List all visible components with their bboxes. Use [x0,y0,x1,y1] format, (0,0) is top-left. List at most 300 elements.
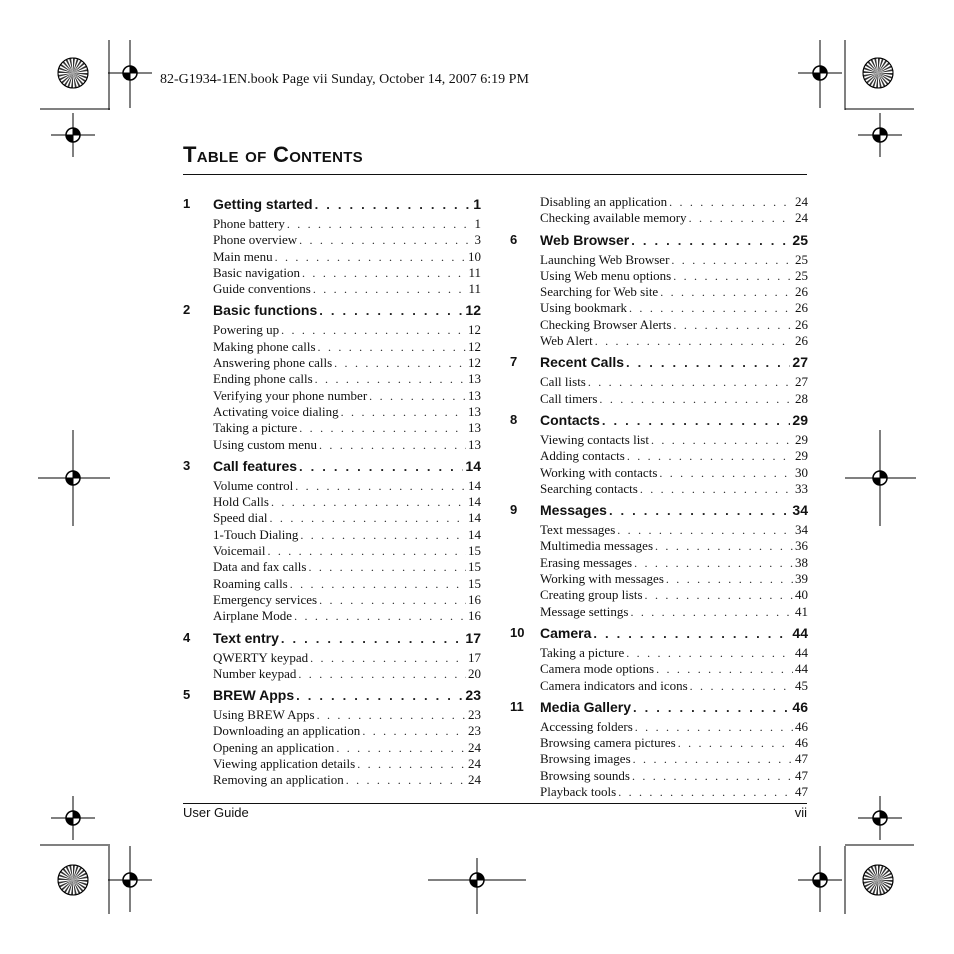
dot-leader [270,511,466,526]
toc-entry[interactable] [183,322,481,338]
toc-entry[interactable] [183,756,481,772]
page-number: 14 [468,526,481,542]
entry-label: Roaming calls [213,575,288,591]
dot-leader [626,646,793,661]
entry-label: Creating group lists [540,587,643,603]
registration-target [813,73,820,80]
dot-leader [635,720,793,735]
page-number: 12 [465,302,481,319]
entry-label: Accessing folders [540,718,633,734]
toc-chapter [183,687,481,788]
toc-entry[interactable] [183,543,481,559]
chapter-number: 9 [510,502,518,518]
toc-entry[interactable] [183,592,481,608]
registration-target [123,880,130,887]
toc-entry[interactable] [510,522,808,538]
dot-leader [640,482,793,497]
dot-leader [673,269,793,284]
chapter-number: 1 [183,196,191,211]
chapter-number: 4 [183,629,191,645]
page-number: 24 [468,739,481,755]
dot-leader [362,724,466,739]
entry-label: Working with contacts [540,464,658,480]
registration-target [130,66,137,73]
page-number: 15 [468,559,481,575]
page-number: 34 [792,502,808,519]
dot-leader [671,253,793,268]
chapter-number: 11 [510,698,524,714]
toc-entry[interactable] [183,388,481,404]
page-number: 13 [468,387,481,403]
page-number: 1 [473,196,481,212]
toc-entry[interactable] [510,317,808,333]
page-number: 24 [468,772,481,788]
page-number: 3 [474,232,481,248]
dot-leader [271,495,466,510]
entry-label: 1-Touch Dialing [213,526,299,542]
dot-leader [315,372,466,387]
dot-leader [626,355,790,370]
chapter-heading[interactable] [510,699,808,719]
page-number: 13 [468,420,481,436]
toc-entry[interactable] [510,735,808,751]
dot-leader [319,438,466,453]
page-number: 38 [795,554,808,570]
dot-leader [275,250,466,265]
toc-entry[interactable] [510,333,808,349]
toc-entry[interactable] [183,281,481,297]
page-title: Table of Contents [183,142,363,167]
toc-column-right [510,192,808,805]
page-number: 25 [795,267,808,283]
entry-label: Browsing camera pictures [540,735,676,751]
entry-label: Speed dial [213,510,268,526]
entry-label: Data and fax calls [213,559,307,575]
dot-leader [319,303,463,318]
registration-target [873,818,880,825]
page-number: 12 [468,355,481,371]
entry-label: Playback tools [540,784,617,800]
toc-entry[interactable] [183,650,481,666]
registration-target [123,73,130,80]
chapter-heading[interactable] [510,412,808,432]
entry-label: Multimedia messages [540,538,654,554]
toc-entry[interactable] [510,661,808,677]
entry-label: Opening an application [213,739,335,755]
chapter-heading[interactable] [510,232,808,252]
dot-leader [319,593,466,608]
chapter-title: Call features [213,457,298,474]
dot-leader [298,667,466,682]
chapter-heading[interactable] [183,196,481,216]
dot-leader [281,323,466,338]
registration-target [73,811,80,818]
toc-entry[interactable] [510,719,808,735]
dot-leader [632,769,793,784]
toc-entry[interactable] [510,768,808,784]
page-number: 29 [795,431,808,447]
page-number: 14 [465,457,481,474]
dot-leader [689,211,793,226]
dot-leader [299,459,463,474]
toc-entry[interactable] [510,210,808,226]
toc-entry[interactable] [510,194,808,210]
page-number: 39 [795,571,808,587]
dot-leader [308,560,466,575]
toc-entry[interactable] [183,265,481,281]
toc-entry[interactable] [510,268,808,284]
page-number: 33 [795,480,808,496]
page-number: 20 [468,665,481,681]
page-number: 24 [468,756,481,772]
toc-chapter [510,232,808,350]
entry-label: Using bookmark [540,300,628,316]
entry-label: Volume control [213,477,294,493]
toc-entry[interactable] [510,465,808,481]
entry-label: Searching for Web site [540,284,659,300]
page-number: 23 [468,723,481,739]
toc-entry[interactable] [183,510,481,526]
toc-entry[interactable] [183,666,481,682]
entry-label: Number keypad [213,665,297,681]
entry-label: Launching Web Browser [540,251,670,267]
dot-leader [334,356,466,371]
entry-label: Camera mode options [540,661,655,677]
dot-leader [267,544,466,559]
entry-label: Taking a picture [213,420,298,436]
toc-entry[interactable] [510,300,808,316]
toc-column-left [183,192,481,794]
entry-label: Guide conventions [213,281,311,297]
chapter-number: 8 [510,411,518,427]
registration-target [880,811,887,818]
dot-leader [593,626,790,641]
dot-leader [346,773,466,788]
page-number: 46 [792,698,808,715]
chapter-heading[interactable] [510,625,808,645]
toc-entry[interactable] [510,751,808,767]
dot-leader [294,609,466,624]
dot-leader [302,266,466,281]
toc-chapter [510,502,808,620]
print-header: 82-G1934-1EN.book Page vii Sunday, October 14, 2007 6:19 PM [160,72,529,87]
dot-leader [602,413,791,428]
page-number: 47 [795,784,808,800]
dot-leader [313,282,467,297]
chapter-heading[interactable] [510,354,808,374]
toc-entry[interactable] [510,391,808,407]
chapter-title: Text entry [213,629,279,646]
entry-label: Making phone calls [213,338,316,354]
toc-entry[interactable] [510,284,808,300]
dot-leader [315,197,472,212]
dot-leader [317,708,466,723]
page-number: 12 [468,322,481,338]
entry-label: Answering phone calls [213,355,333,371]
toc-entry[interactable] [510,481,808,497]
dot-leader [318,340,466,355]
toc-entry[interactable] [183,559,481,575]
dot-leader [660,285,793,300]
entry-label: Verifying your phone number [213,387,368,403]
dot-leader [634,556,793,571]
page-number: 14 [468,510,481,526]
entry-label: Checking Browser Alerts [540,316,672,332]
dot-leader [287,217,473,232]
chapter-number: 5 [183,687,191,703]
toc-entry[interactable] [183,723,481,739]
dot-leader [310,651,466,666]
page-number: 26 [795,300,808,316]
chapter-heading[interactable] [183,302,481,322]
entry-label: Main menu [213,248,273,264]
toc-entry[interactable] [183,494,481,510]
page-number: 29 [795,448,808,464]
page-number: 11 [468,281,481,297]
toc-entry[interactable] [183,740,481,756]
toc-heading [183,138,807,175]
page-number: 34 [795,522,808,538]
entry-label: Text messages [540,522,616,538]
footer-page-number: vii [794,805,807,820]
entry-label: Taking a picture [540,644,625,660]
dot-leader [617,523,793,538]
page-number: 11 [468,264,481,280]
toc-chapter [183,630,481,683]
page-number: 47 [795,751,808,767]
chapter-number: 3 [183,457,191,473]
toc-entry[interactable] [183,772,481,788]
entry-label: Phone overview [213,232,298,248]
page-number: 44 [795,644,808,660]
registration-target [820,66,827,73]
dot-leader [630,605,793,620]
page-number: 41 [795,603,808,619]
registration-target [66,135,73,142]
chapter-heading[interactable] [183,630,481,650]
chapter-title: Contacts [540,411,600,428]
entry-label: Working with messages [540,571,664,587]
page-number: 26 [795,316,808,332]
entry-label: Call timers [540,390,598,406]
registration-target [130,873,137,880]
dot-leader [588,375,793,390]
toc-entry[interactable] [183,437,481,453]
toc-entry[interactable] [510,571,808,587]
dot-leader [633,752,793,767]
toc-entry[interactable] [510,538,808,554]
registration-target [66,818,73,825]
chapter-title: Getting started [213,196,313,212]
page-number: 30 [795,464,808,480]
toc-entry[interactable] [183,371,481,387]
dot-leader [290,577,466,592]
entry-label: Removing an application [213,772,344,788]
page-number: 25 [792,231,808,248]
dot-leader [655,539,793,554]
page-number: 24 [795,210,808,226]
dot-leader [595,334,793,349]
chapter-title: Camera [540,624,592,641]
toc-entry[interactable] [510,587,808,603]
chapter-heading[interactable] [183,687,481,707]
dot-leader [656,662,793,677]
chapter-heading[interactable] [510,502,808,522]
toc-entry[interactable] [183,249,481,265]
page-number: 16 [468,591,481,607]
page-number: 27 [792,354,808,371]
toc-entry[interactable] [183,478,481,494]
page-number: 14 [468,477,481,493]
toc-entry[interactable] [510,448,808,464]
toc-entry[interactable] [510,555,808,571]
page-number: 46 [795,718,808,734]
toc-entry[interactable] [183,707,481,723]
entry-label: Call lists [540,374,586,390]
entry-label: Searching contacts [540,480,638,496]
dot-leader [295,479,466,494]
registration-target [873,135,880,142]
page-number: 46 [795,735,808,751]
toc-entry[interactable] [510,678,808,694]
registration-target [820,873,827,880]
entry-label: Web Alert [540,333,593,349]
page-number: 15 [468,575,481,591]
dot-leader [369,389,466,404]
toc-entry[interactable] [510,252,808,268]
page-number: 45 [795,677,808,693]
dot-leader [690,679,793,694]
toc-entry[interactable] [183,527,481,543]
toc-entry[interactable] [510,604,808,620]
toc-entry[interactable] [183,216,481,232]
chapter-heading[interactable] [183,458,481,478]
dot-leader [296,688,463,703]
registration-target [880,128,887,135]
page-number: 16 [468,608,481,624]
dot-leader [645,588,793,603]
page-number: 26 [795,284,808,300]
page-number: 27 [795,374,808,390]
registration-target [873,478,880,485]
page-number: 40 [795,587,808,603]
entry-label: Emergency services [213,591,318,607]
page-number: 44 [792,624,808,641]
entry-label: Powering up [213,322,280,338]
entry-label: Browsing images [540,751,631,767]
dot-leader [666,572,793,587]
dot-leader [299,233,472,248]
dot-leader [633,700,790,715]
dot-leader [299,421,466,436]
page-number: 28 [795,390,808,406]
page-number: 44 [795,661,808,677]
entry-label: QWERTY keypad [213,649,309,665]
toc-chapter [183,302,481,452]
dot-leader [618,785,793,800]
toc-entry[interactable] [183,576,481,592]
dot-leader [631,233,790,248]
page-number: 23 [465,687,481,704]
page-number: 13 [468,403,481,419]
dot-leader [629,301,793,316]
chapter-title: Recent Calls [540,354,625,371]
dot-leader [300,528,466,543]
toc-chapter [183,458,481,625]
toc-chapter [510,699,808,800]
page-number: 17 [465,629,481,646]
entry-label: Ending phone calls [213,371,313,387]
toc-entry[interactable] [183,420,481,436]
entry-label: Checking available memory [540,210,687,226]
page-number: 29 [792,411,808,428]
toc-entry[interactable] [510,432,808,448]
entry-label: Using BREW Apps [213,707,315,723]
page-number: 47 [795,767,808,783]
page-number: 14 [468,494,481,510]
chapter-number: 7 [510,354,518,370]
toc-chapter [510,625,808,694]
dot-leader [609,503,790,518]
toc-entry[interactable] [183,355,481,371]
page-number: 13 [468,436,481,452]
entry-label: Using Web menu options [540,267,672,283]
page-number: 15 [468,543,481,559]
entry-label: Message settings [540,603,629,619]
toc-entry[interactable] [183,339,481,355]
page-number: 25 [795,251,808,267]
entry-label: Activating voice dialing [213,403,339,419]
page-number: 12 [468,338,481,354]
chapter-title: BREW Apps [213,687,295,704]
registration-target [813,880,820,887]
chapter-title: Basic functions [213,302,318,319]
chapter-title: Web Browser [540,231,630,248]
toc-entry[interactable] [183,404,481,420]
toc-entry[interactable] [510,784,808,800]
page-number: 1 [474,216,481,231]
chapter-number: 10 [510,624,525,640]
entry-label: Viewing application details [213,756,356,772]
entry-label: Browsing sounds [540,767,630,783]
dot-leader [669,195,793,210]
dot-leader [341,405,466,420]
toc-chapter-continued [510,194,808,227]
entry-label: Basic navigation [213,264,301,280]
entry-label: Airplane Mode [213,608,293,624]
dot-leader [599,392,793,407]
dot-leader [659,466,793,481]
dot-leader [336,741,466,756]
chapter-number: 6 [510,231,518,247]
toc-entry[interactable] [183,232,481,248]
chapter-title: Media Gallery [540,698,632,715]
toc-chapter [510,354,808,407]
toc-entry[interactable] [510,645,808,661]
registration-target [73,471,80,478]
toc-entry[interactable] [183,608,481,624]
toc-chapter [183,196,481,297]
toc-entry[interactable] [510,374,808,390]
entry-label: Hold Calls [213,494,269,510]
chapter-title: Messages [540,502,607,519]
entry-label: Erasing messages [540,554,633,570]
dot-leader [627,449,793,464]
entry-label: Viewing contacts list [540,431,649,447]
page-number: 13 [468,371,481,387]
page-number: 24 [795,194,808,209]
toc-chapter [510,412,808,497]
